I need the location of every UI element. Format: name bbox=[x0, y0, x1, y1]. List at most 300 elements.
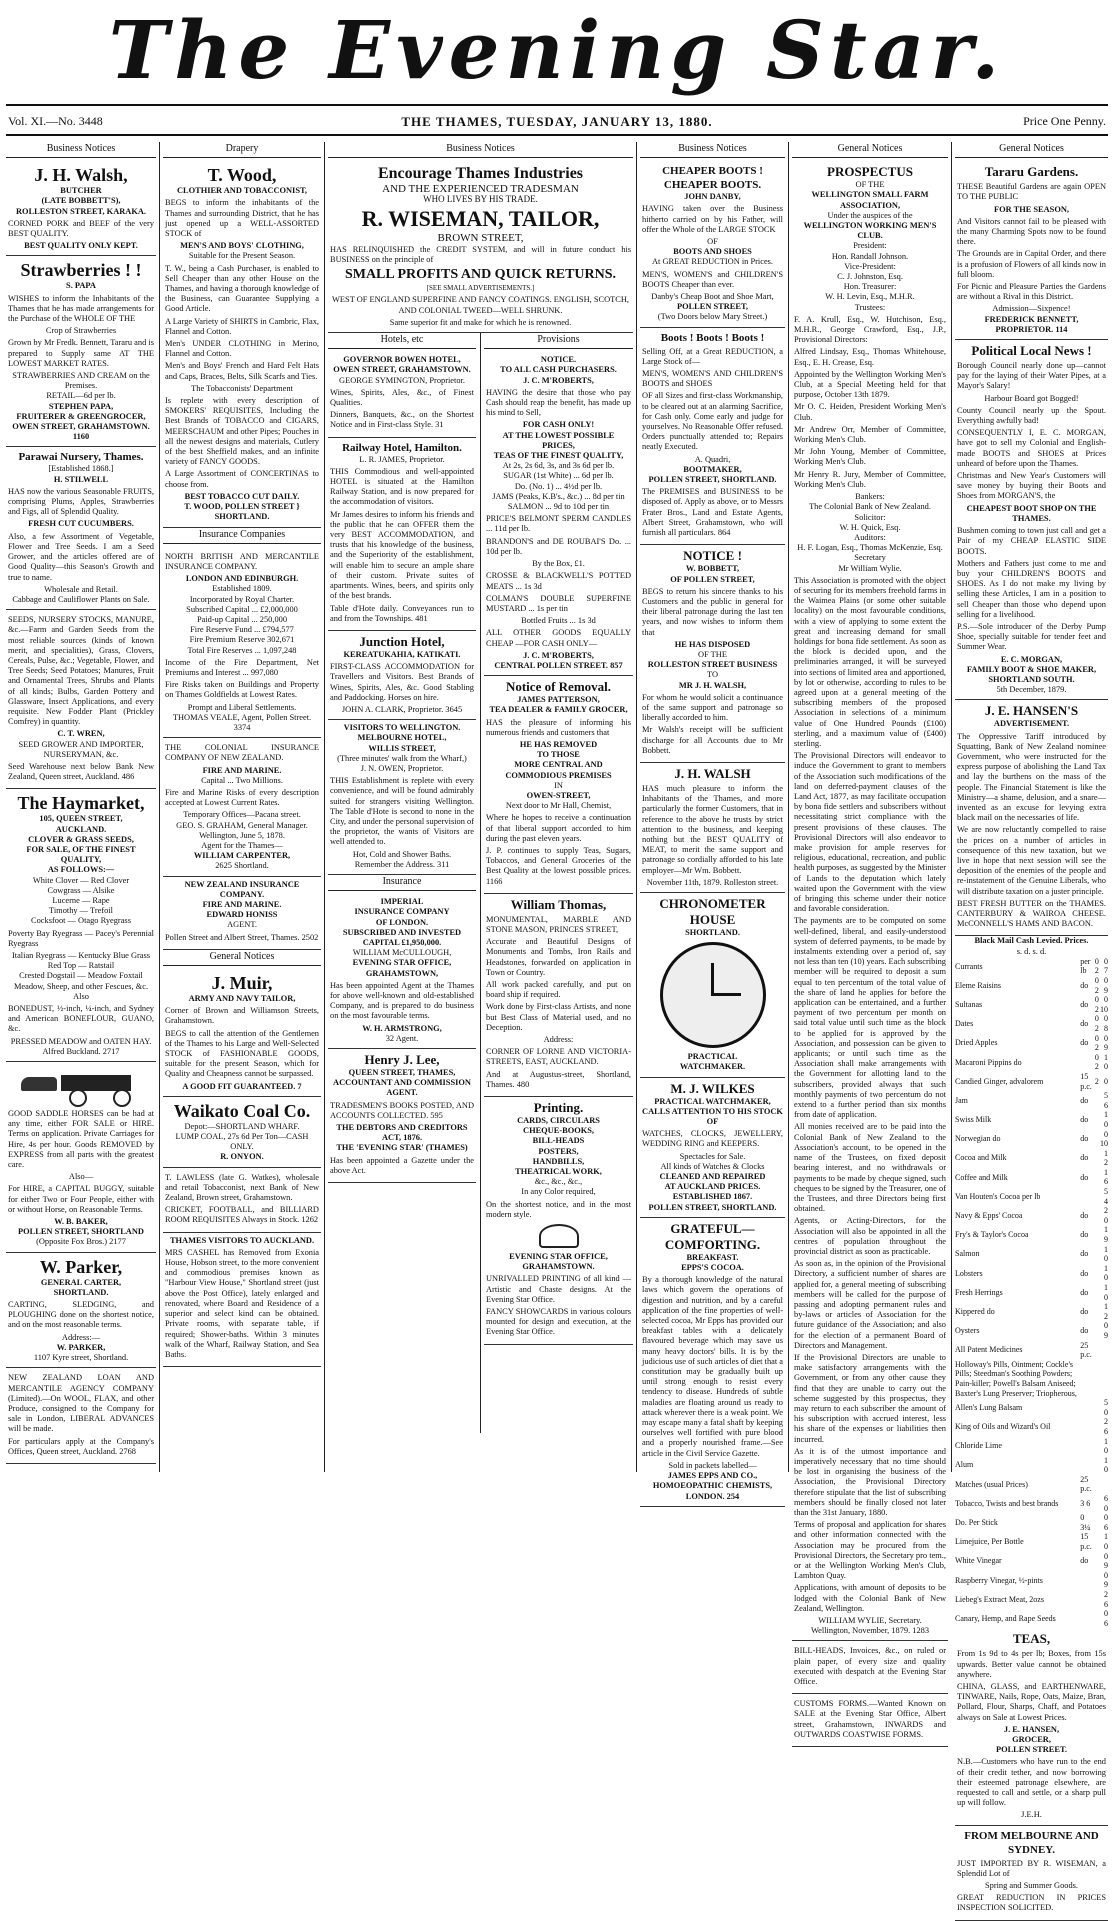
advert-text: MEN'S, WOMEN'S AND CHILDREN'S BOOTS and SHOES bbox=[642, 369, 783, 389]
advert-text: [Established 1868.] bbox=[48, 464, 114, 474]
advert-block bbox=[955, 1628, 1108, 1825]
advert-text: PRACTICAL bbox=[687, 1052, 738, 1062]
advert-text: H. STILWELL bbox=[53, 474, 109, 484]
advert-text: P.S.—Sole introducer of the Derby Pump Shoe, specially suitable for tender feet and Summer Wear. bbox=[957, 621, 1106, 652]
price-cell: 0 9 bbox=[1104, 976, 1108, 995]
price: Price One Penny. bbox=[1023, 114, 1106, 128]
advert-text: T. LAWLESS (late G. Watkes), wholesale and retail Tobacconist, next Bank of New Zealand, Brown street, Grahamstown. bbox=[165, 1172, 319, 1203]
advert-text: BEGS to return his sincere thanks to his Customers and the public in general for their liberal patronage during the last ten years, and now wishes to inform them that bbox=[642, 586, 783, 637]
price-cell: do bbox=[1080, 1095, 1089, 1105]
price-row bbox=[955, 1302, 1108, 1321]
advert-text: Bottled Fruits ... 1s 3d bbox=[521, 616, 596, 626]
advert-text: MRS CASHEL has Removed from Exonia House, Hobson street, to the more convenient and commodious premises known as "Harbour View House," Shortland street (just above the Post Office), lately enlarged and renovated, where Board and Residence of a superior and select kind can be obtained. Private rooms, with separate table, if required; Shower-baths. Within 3 minutes walk of the Wharf, Railway Station, and Sea Baths. bbox=[165, 1247, 319, 1359]
advert-text: OWEN STREET, GRAHAMSTOWN. 1160 bbox=[12, 422, 150, 442]
advert-text: ROLLESTON STREET BUSINESS bbox=[647, 660, 778, 670]
advert-block bbox=[484, 352, 633, 676]
advert-text: THEATRICAL WORK, bbox=[515, 1167, 602, 1177]
advert-text: All monies received are to be paid into the Colonial Bank of New Zealand to the Association's account, to be opened in the name of the Trustees, on fixed deposit bearing interest, and no withdrawals or payments to be made by cheque signed, such cheques to be signed by the Treasurer, one of the Trustees, and three Directors being first obtained. bbox=[794, 1122, 946, 1214]
advert-text: November 11th, 1879. Rolleston street. bbox=[646, 877, 779, 887]
advert-text: W. B. BAKER, bbox=[54, 1217, 108, 1227]
advert-text: Pollen Street and Albert Street, Thames. 2502 bbox=[165, 932, 319, 942]
advert-text: MEN'S AND BOYS' CLOTHING, bbox=[180, 241, 304, 251]
price-cell bbox=[1099, 1341, 1108, 1360]
advert-text: WILLIAM CARPENTER, bbox=[193, 851, 291, 861]
price-cell: Eleme Raisins bbox=[955, 980, 1001, 990]
advert-text: By a thorough knowledge of the natural laws which govern the operations of digestion and nutrition, and by a careful application of the fine properties of well-selected cocoa, Mr Epps has provided our breakfast tables with a delicately flavoured beverage which may save us many heavy doctors' bills. It is by the judicious use of such articles of diet that a constitution may be gradually built up until strong enough to resist every tendency to disease. Hundreds of subtle maladies are floating around us ready to attack wherever there is a weak point. We may escape many a fatal shaft by keeping ourselves well fortified with pure blood and a properly nourished frame.—See article in the Civil Service Gazette. bbox=[642, 1275, 783, 1458]
advert-text: HAS the pleasure of informing his numerous friends and customers that bbox=[486, 717, 631, 737]
advert-block bbox=[328, 1049, 476, 1183]
advert-text: NOTICE. bbox=[540, 355, 577, 365]
advert-title: Boots ! Boots ! Boots ! bbox=[660, 331, 765, 344]
advert-text: HE HAS REMOVED bbox=[519, 739, 598, 749]
advert-text: MORE CENTRAL AND COMMODIOUS PREMISES bbox=[505, 760, 612, 780]
advert-text: SHORTLAND. bbox=[685, 927, 740, 937]
price-cell: Cocoa and Milk bbox=[955, 1153, 1007, 1163]
advert-block bbox=[328, 352, 476, 437]
advert-text: THE DEBTORS AND CREDITORS ACT, 1876. bbox=[336, 1123, 468, 1143]
price-cell bbox=[1080, 1590, 1093, 1609]
advert-title: Political Local News ! bbox=[971, 343, 1092, 359]
advert-text: Also bbox=[73, 991, 89, 1001]
advert-text: At GREAT REDUCTION in Prices. bbox=[651, 257, 774, 267]
advert-text: FIRE AND MARINE. bbox=[202, 765, 282, 775]
advert-block bbox=[163, 877, 321, 950]
advert-text: LUMP COAL, 27s 6d Per Ton—CASH ONLY. bbox=[175, 1132, 309, 1152]
advert-text: As soon as, in the opinion of the Provisional Directory, a sufficient number of shares are applied for, a general meeting of subscribing members will be called for the purpose of passing and adopting permanent rules and by-laws or articles of Association for the future guidance of the Association; and also for the election of a permanent Board of Directors and Management. bbox=[794, 1259, 946, 1350]
price-cell: 1 2 bbox=[1104, 1148, 1108, 1168]
advert-text: (Three minutes' walk from the Wharf,) bbox=[337, 753, 467, 763]
advert-block bbox=[328, 631, 476, 720]
advert-text: A. Quadri, bbox=[694, 454, 731, 464]
price-cell: Candied Ginger, advalorem bbox=[955, 1076, 1044, 1086]
advert-block bbox=[163, 1097, 321, 1168]
price-cell: do bbox=[1080, 1249, 1089, 1259]
column-rule bbox=[636, 142, 637, 1472]
advert-text: A Large Variety of SHIRTS in Cambric, Flax, Flannel and Cotton. bbox=[165, 316, 319, 336]
advert-text: Grown by Mr Fredk. Bennett, Tararu and is prepared to Supply same AT THE LOWEST MARKET RATES. bbox=[8, 338, 154, 368]
advert-text: THAMES VISITORS TO AUCKLAND. bbox=[169, 1235, 315, 1245]
price-cell: 0 2 bbox=[1094, 976, 1099, 995]
advert-text: FOR SALE, OF THE FINEST QUALITY, bbox=[26, 844, 136, 865]
price-row bbox=[955, 1014, 1108, 1033]
column-6 bbox=[955, 142, 1108, 1913]
column-header: Business Notices bbox=[6, 142, 156, 158]
column-rule bbox=[480, 333, 481, 1433]
advert-title: Waikato Coal Co. bbox=[173, 1100, 311, 1121]
advert-text: The Grounds are in Capital Order, and there is a profusion of Flowers of all kinds now in full bloom. bbox=[957, 249, 1106, 279]
advert-text: The payments are to be computed on some well-defined, liberal, and easily-understood system of deferred payments, to be made by instalments extending over a period of, say not less than ten (10) years. Each subscribing member will be required to deposit a sum equal to ten percentum of the total value of the share of land he applies for before the application can be entertained, and a further payment of two percentum per month on said total value until such time as the block to be applied for is approved by the Association, and possession can be given to applicants; or until such time as the Association shall make arrangements with the Government for allotting land to the subscribers, provided always that such monthly payments of two percentum do not extend to a further period than six months from date of application. bbox=[794, 916, 946, 1120]
advert-block bbox=[6, 447, 156, 610]
price-cell: Matches (usual Prices) bbox=[955, 1479, 1028, 1489]
advert-text: Alfred Buckland. 2717 bbox=[42, 1046, 120, 1056]
advert-text: NORTH BRITISH AND MERCANTILE INSURANCE COMPANY. bbox=[165, 551, 319, 571]
advert-text: OWEN-STREET, bbox=[526, 790, 591, 800]
advert-text: THESE Beautiful Gardens are again OPEN TO THE PUBLIC bbox=[957, 182, 1106, 202]
price-cell: 0 3¼ bbox=[1080, 1513, 1091, 1532]
advert-block bbox=[484, 894, 633, 1097]
price-cell: 1 0 bbox=[1104, 1532, 1108, 1552]
advert-text: Mothers and Fathers just come to me and buy your CHILDREN'S BOOTS and SHOES. As I do not make my living by selling these Articles, I am in a position to sell Cheaper than those who depend upon selling for a livelihood. bbox=[957, 558, 1106, 619]
advert-block bbox=[163, 738, 321, 876]
advert-text: Next door to Mr Hall, Chemist, bbox=[505, 801, 612, 811]
price-cell: 1 6 bbox=[1104, 1167, 1108, 1187]
price-cell: 0 6 bbox=[1104, 1609, 1108, 1628]
advert-text: Under the auspices of the bbox=[827, 210, 913, 220]
advert-text: Where he hopes to receive a continuation of that liberal support accorded to him during the past eleven years. bbox=[486, 813, 631, 843]
advert-text: POLLEN STREET. bbox=[995, 1745, 1068, 1755]
advert-block bbox=[640, 763, 785, 893]
advert-text: CLOVER & GRASS SEEDS, bbox=[28, 834, 134, 844]
price-row bbox=[955, 1130, 1108, 1149]
price-cell: 5 4 bbox=[1104, 1187, 1108, 1206]
advert-text: BOOTS AND SHOES bbox=[673, 247, 752, 257]
advert-block bbox=[328, 720, 476, 875]
price-cell: Swiss Milk bbox=[955, 1115, 992, 1125]
advert-text: 32 Agent. bbox=[385, 1033, 419, 1043]
price-cell: 6 0 bbox=[1104, 1494, 1108, 1513]
masthead-title: The Evening Star. bbox=[108, 3, 1006, 97]
advert-text: And Visitors cannot fail to be pleased with the many Charming Spots now to be found there. bbox=[957, 216, 1106, 247]
advert-title: William Thomas, bbox=[510, 896, 607, 912]
advert-text: Wholesale and Retail. bbox=[44, 584, 118, 594]
price-cell: Currants bbox=[955, 961, 983, 971]
advert-text: Established 1809. bbox=[212, 584, 272, 594]
advert-text: Fire Reserve Fund ... £794,577 bbox=[190, 625, 294, 635]
advert-text: Wellington, November, 1879. 1283 bbox=[810, 1626, 930, 1636]
advert-text: Cowgrass — Alsike bbox=[47, 885, 115, 895]
advert-text: Harbour Board got Bogged! bbox=[984, 393, 1079, 403]
advert-text: LONDON AND EDINBURGH. bbox=[185, 574, 299, 584]
column-header: Drapery bbox=[163, 142, 321, 158]
advert-text: IMPERIAL bbox=[380, 897, 424, 907]
advert-text: AS FOLLOWS:— bbox=[47, 865, 115, 875]
advert-text: PRICE'S BELMONT SPERM CANDLES ... 11d per lb. bbox=[486, 514, 631, 534]
advert-text: FREDERICK BENNETT, bbox=[984, 314, 1079, 324]
column-rule bbox=[159, 142, 160, 1472]
advert-text: WATCHES, CLOCKS, JEWELLERY, WEDDING RING and KEEPERS. bbox=[642, 1129, 783, 1149]
price-cell: 0 9 bbox=[1104, 1033, 1108, 1053]
advert-block bbox=[6, 161, 156, 256]
advert-text: NEW ZEALAND INSURANCE COMPANY. bbox=[184, 879, 300, 899]
price-cell: 2 6 bbox=[1104, 1417, 1108, 1436]
volume-number: Vol. XI.—No. 3448 bbox=[8, 114, 103, 128]
price-cell: Tobacco, Twists and best brands bbox=[955, 1498, 1059, 1508]
advert-text: Crop of Strawberries bbox=[45, 326, 117, 336]
price-cell: Fry's & Taylor's Cocoa bbox=[955, 1230, 1029, 1240]
price-row bbox=[955, 1475, 1108, 1494]
price-cell bbox=[1080, 1053, 1093, 1072]
advert-text: JAMES PATTERSON, bbox=[517, 695, 600, 705]
price-cell: 0 10 bbox=[1100, 995, 1108, 1014]
advert-text: SALMON ... 9d to 10d per tin bbox=[507, 502, 610, 512]
advert-text: If the Provisional Directors are unable to make satisfactory arrangements with the Government, or from any other cause they find that they are unable to carry out the scheme suggested by this prospectus, they may return to each subscriber the amount of his subscription with accrued interest, less his share of the expenses or liabilities then incurred. bbox=[794, 1352, 946, 1444]
price-row bbox=[955, 995, 1108, 1014]
advert-text: On the shortest notice, and in the most modern style. bbox=[486, 1199, 631, 1219]
advert-text: POLLEN STREET, SHORTLAND. bbox=[648, 475, 777, 485]
advert-text: Agents, or Acting-Directors, for the Association will also be appointed in all the centres of population throughout the provincial district as soon as practicable. bbox=[794, 1216, 946, 1256]
advert-title: Henry J. Lee, bbox=[364, 1052, 440, 1068]
price-cell: Limejuice, Per Bottle bbox=[955, 1537, 1024, 1547]
advert-text: BEST FRESH BUTTER on the THAMES. CANTERBURY & WAIROA CHEESE. McCONNELL'S HAMS AND BACON. bbox=[957, 898, 1106, 929]
advert-text: THOMAS VEALE, Agent, Pollen Street. 3374 bbox=[172, 712, 312, 732]
coach-illustration bbox=[21, 1069, 141, 1105]
price-row bbox=[955, 1110, 1108, 1129]
advert-text: Address: bbox=[543, 1035, 574, 1045]
advert-text: Bushmen coming to town just call and get a Pair of my CHEAP ELASTIC SIDE BOOTS. bbox=[957, 526, 1106, 556]
advert-text: FOR CASH ONLY! bbox=[522, 420, 595, 430]
advert-text: Corner of Brown and Williamson Streets, Grahamstown. bbox=[165, 1006, 319, 1026]
price-cell: 1 0 bbox=[1104, 1455, 1108, 1475]
advert-text: MONUMENTAL, MARBLE AND STONE MASON, PRINCES STREET, bbox=[486, 914, 631, 934]
price-cell bbox=[1099, 1475, 1108, 1494]
price-table-units: s. d. s. d. bbox=[1016, 946, 1047, 956]
advert-text: BRANDON'S and DE ROUBAI'S Do. ... 10d per lb. bbox=[486, 536, 631, 556]
advert-text: EDWARD HONISS bbox=[206, 910, 278, 920]
price-cell: Kippered do bbox=[955, 1306, 995, 1316]
price-cell: do bbox=[1080, 1153, 1089, 1163]
advert-text: FRESH CUT CUCUMBERS. bbox=[28, 519, 134, 529]
advert-text: BILL-HEADS, Invoices, &c., on ruled or plain paper, of every size and quality executed with despatch at the Evening Star Office. bbox=[794, 1646, 946, 1687]
advert-text: Italian Ryegrass — Kentucky Blue Grass bbox=[11, 951, 151, 960]
advert-text: OWEN STREET, GRAHAMSTOWN. bbox=[333, 365, 471, 375]
advert-block bbox=[640, 161, 785, 327]
price-cell bbox=[1080, 1437, 1093, 1456]
advert-text: CENTRAL POLLEN STREET. 857 bbox=[494, 660, 623, 670]
advert-text: HE HAS DISPOSED bbox=[674, 639, 751, 649]
advert-text: GOOD SADDLE HORSES can be had at any time, either FOR SALE or HIRE. Terms on application. Private Carriages for Hire, 4s per hour. Goods REMOVED by EXPRESS from all parts with the greatest care. bbox=[8, 1109, 154, 1170]
advert-text: BOOTMAKER, bbox=[683, 464, 742, 474]
advert-text: By the Box, £1. bbox=[532, 559, 585, 569]
advert-text: Table d'Hote daily. Conveyances run to and from the Townships. 481 bbox=[330, 603, 474, 623]
price-cell: Salmon bbox=[955, 1249, 980, 1259]
price-row bbox=[955, 1513, 1108, 1532]
advert-text: W. H. Levin, Esq., M.H.R. bbox=[825, 292, 915, 302]
advert-text: Hon. Randall Johnson. bbox=[831, 251, 909, 261]
price-cell: 0 bbox=[1104, 1076, 1108, 1086]
price-cell: Alum bbox=[955, 1460, 974, 1470]
advert-text: Hon. Treasurer: bbox=[843, 282, 897, 292]
advert-text: TRADESMEN'S BOOKS POSTED, AND ACCOUNTS COLLECTED. 595 bbox=[330, 1100, 474, 1120]
advert-text: CRICKET, FOOTBALL, and BILLIARD ROOM REQUISITES Always in Stock. 1262 bbox=[165, 1205, 319, 1225]
price-cell: Norwegian do bbox=[955, 1134, 1001, 1144]
price-cell: do bbox=[1080, 1556, 1089, 1566]
advert-title: Strawberries ! ! bbox=[20, 260, 142, 281]
price-cell: 0 8 bbox=[1104, 1014, 1108, 1033]
advert-title: CHEAPER BOOTS ! CHEAPER BOOTS. bbox=[662, 165, 763, 192]
advert-text: HANDBILLS, bbox=[532, 1156, 585, 1166]
advert-text: EPPS'S COCOA. bbox=[681, 1263, 744, 1273]
advert-text: And at Augustus-street, Shortland, Thames. 480 bbox=[486, 1069, 631, 1089]
advert-title: J. H. WALSH bbox=[674, 765, 751, 781]
advert-text: CARTING, SLEDGING, and PLOUGHING done on the shortest notice, and on the most reasonable terms. bbox=[8, 1300, 154, 1330]
advert-text: WILLIS STREET, bbox=[368, 743, 436, 753]
advert-text: Timothy — Trefoil bbox=[49, 906, 113, 916]
price-cell: do bbox=[1080, 1038, 1089, 1048]
dateline bbox=[6, 114, 1108, 132]
advert-text: For Picnic and Pleasure Parties the Gardens are without a Rival in this District. bbox=[957, 282, 1106, 302]
column-header: Insurance bbox=[328, 875, 476, 891]
advert-text: A GOOD FIT GUARANTEED. 7 bbox=[182, 1081, 302, 1091]
advert-text: 2625 Shortland. bbox=[215, 861, 269, 871]
column-3b bbox=[484, 333, 633, 1433]
advert-text: GOVERNOR BOWEN HOTEL, bbox=[343, 355, 461, 365]
advert-text: R. ONYON. bbox=[220, 1152, 264, 1162]
advert-text: At 2s, 2s 6d, 3s, and 3s 6d per lb. bbox=[502, 461, 615, 471]
advert-text: FRUITERER & GREENGROCER, bbox=[16, 411, 146, 421]
advert-block bbox=[6, 610, 156, 789]
advert-title: CHRONOMETER HOUSE bbox=[659, 895, 766, 927]
advert-text: Appointed by the Wellington Working Men's Club, at a Special Meeting held for that purpose, October 13th 1879. bbox=[794, 369, 946, 400]
advert-text: W. H. ARMSTRONG, bbox=[362, 1023, 442, 1033]
advert-text: MR J. H. WALSH, bbox=[678, 680, 747, 690]
advert-text: HAS now the various Seasonable FRUITS, comprising Plums, Apples, Strawberries and Figs, all of Splendid Quality. bbox=[8, 486, 154, 517]
advert-text: THE 'EVENING STAR' (THAMES) bbox=[336, 1143, 468, 1153]
price-cell: Fresh Herrings bbox=[955, 1287, 1003, 1297]
price-cell: 5 6 bbox=[1104, 1091, 1108, 1110]
advert-text: TO ALL CASH PURCHASERS. bbox=[500, 365, 617, 375]
advert-block bbox=[955, 1826, 1108, 1921]
advert-text: THIS Establishment is replete with every convenience, and will be found admirably suited for strangers visiting Wellington. The Table d'Hote is second to none in the City, and under the personal supervision of the proprietor, the wants of Visitors are well attended to. bbox=[330, 776, 474, 847]
price-cell: 1 0 bbox=[1104, 1052, 1108, 1072]
advert-block bbox=[6, 789, 156, 1062]
column-4 bbox=[640, 142, 785, 1501]
advert-text: ARMY AND NAVY TAILOR, bbox=[188, 994, 296, 1004]
advert-text: Remember the Address. 311 bbox=[354, 859, 450, 869]
price-cell: Jam bbox=[955, 1095, 968, 1105]
price-cell: 1 0 bbox=[1104, 1244, 1108, 1264]
advert-text: Temporary Offices—Pacana street. bbox=[183, 810, 301, 820]
price-cell: White Vinegar bbox=[955, 1556, 1002, 1566]
advert-text: PROPRIETOR. 114 bbox=[995, 324, 1068, 334]
advert-text: GRAHAMSTOWN, bbox=[365, 968, 439, 978]
advert-text: BEGS to call the attention of the Gentlemen of the Thames to his Large and Well-Selected STOCK of FASHIONABLE GOODS, suitable for the present Season, which for Quality and Cheapness cannot be surpassed. bbox=[165, 1028, 319, 1079]
price-cell: 0 9 bbox=[1104, 1551, 1108, 1571]
column-5 bbox=[792, 142, 948, 1739]
advert-line: WEST OF ENGLAND SUPERFINE AND FANCY COATINGS. ENGLISH, SCOTCH, AND COLONIAL TWEED—WELL SHRUNK. bbox=[332, 295, 629, 315]
price-row bbox=[955, 1571, 1108, 1590]
price-cell: 25 p.c. bbox=[1080, 1340, 1092, 1360]
price-cell bbox=[1080, 1398, 1093, 1417]
price-row bbox=[955, 1321, 1108, 1340]
column-3-split bbox=[328, 333, 633, 1433]
price-cell bbox=[1080, 1417, 1093, 1436]
advert-line: [SEE SMALL ADVERTISEMENTS.] bbox=[426, 284, 535, 293]
price-row bbox=[955, 1398, 1108, 1417]
advert-text: SHORTLAND SOUTH. bbox=[988, 674, 1075, 684]
advert-text: ESTABLISHED 1867. bbox=[672, 1192, 753, 1202]
column-header: Business Notices bbox=[328, 142, 633, 158]
advert-title: J. H. Walsh, bbox=[34, 165, 128, 186]
advert-block bbox=[640, 328, 785, 546]
price-cell: 1 2 bbox=[1104, 1302, 1108, 1321]
advert-text: Fire and Marine Risks of every description accepted at Lowest Current Rates. bbox=[165, 787, 319, 808]
advert-text: E. C. MORGAN, bbox=[1000, 654, 1063, 664]
advert-text: CAPITAL £1,950,000. bbox=[362, 937, 442, 947]
advert-slogan: SMALL PROFITS AND QUICK RETURNS. bbox=[344, 267, 617, 283]
advert-text: STEPHEN PAPA, bbox=[48, 401, 114, 411]
advert-text: UNRIVALLED PRINTING of all kind —Artistic and Chaste designs. At the Evening Star Office. bbox=[486, 1274, 631, 1304]
advert-text: A Large Assortment of CONCERTINAS to choose from. bbox=[165, 469, 319, 489]
price-cell: Navy & Epps' Cocoa bbox=[955, 1211, 1023, 1221]
advert-name: R. WISEMAN, TAILOR, bbox=[361, 205, 600, 231]
price-row bbox=[955, 1264, 1108, 1283]
advert-title: J. Muir, bbox=[211, 973, 273, 994]
advert-block bbox=[163, 1233, 321, 1367]
advert-text: W. PARKER, bbox=[56, 1342, 106, 1352]
price-cell: 15 p.c. bbox=[1080, 1071, 1092, 1091]
advert-text: Wellington, June 5, 1878. bbox=[199, 830, 285, 840]
advert-text: Spring and Summer Goods. bbox=[984, 1881, 1079, 1891]
price-row bbox=[955, 1053, 1108, 1072]
advert-text: STRAWBERRIES AND CREAM on the Premises. bbox=[12, 371, 150, 391]
advert-text: GENERAL CARTER, bbox=[40, 1277, 122, 1287]
advert-text: FANCY SHOWCARDS in various colours mounted for design and execution, at the Evening Star Office. bbox=[486, 1307, 631, 1337]
advert-text: Accurate and Beautiful Designs of Monuments and Tombs, Iron Rails and Headstones, forwarded on application in Town or Country. bbox=[486, 937, 631, 977]
advert-title: Printing. bbox=[533, 1100, 584, 1116]
advert-text: ALL OTHER GOODS EQUALLY CHEAP —FOR CASH ONLY— bbox=[486, 628, 631, 648]
column-rule bbox=[788, 142, 789, 1472]
advert-text: BREAKFAST. bbox=[686, 1252, 739, 1262]
advert-title: Tararu Gardens. bbox=[984, 164, 1079, 180]
advert-text: FOR THE SEASON, bbox=[993, 204, 1069, 214]
advert-text: This Association is promoted with the object of securing for its members freehold farms in the Waimea Plains (or some other suitable locality) on the most favourable conditions, with a view of applying to some extent the great and increasing demand for small holdings for bona fide settlement. As soon as the block is decided upon, and the preliminaries arranged, it will be surveyed into sections of limited area and apportioned, by lot or otherwise, according to rules to be agreed upon at a general meeting of the subscribing members of the proposed Association in selections of a minimum value of One Hundred Pounds (£100) sterling, and a maximum value of (£400) sterling. bbox=[794, 575, 946, 748]
advert-block bbox=[163, 969, 321, 1097]
advert-text: INSURANCE COMPANY bbox=[354, 907, 450, 917]
advert-text: Borough Council nearly done up—cannot pay for the laying of their Water Pipes, at a Mayor's Salary! bbox=[957, 361, 1106, 391]
advert-text: HAS much pleasure to inform the Inhabitants of the Thames, and more particularly the former Customers, that in reference to the above he trusts by strict attention to the business, and keeping nothing but the BEST QUALITY of MEAT, to merit the same support and patronage so cordially afforded to his late employer—Mr Wm. Bobbett. bbox=[642, 783, 783, 875]
advert-text: 1107 Kyre street, Shortland. bbox=[33, 1353, 129, 1363]
advert-text: J.E.H. bbox=[1021, 1810, 1042, 1820]
advert-text: Bankers: bbox=[855, 492, 885, 502]
advert-text: TO THOSE bbox=[537, 750, 580, 760]
price-cell: Sultanas bbox=[955, 999, 983, 1009]
price-cell: do bbox=[1080, 1326, 1089, 1336]
advert-text: VISITORS TO WELLINGTON. bbox=[343, 723, 461, 733]
advert-text: CARDS, CIRCULARS bbox=[517, 1116, 600, 1126]
advert-text: (Opposite Fox Bros.) 2177 bbox=[36, 1237, 126, 1247]
advert-block bbox=[6, 256, 156, 447]
price-cell: do bbox=[1080, 1268, 1089, 1278]
advert-text: PRESSED MEADOW and OATEN HAY. bbox=[10, 1036, 152, 1046]
price-cell: Coffee and Milk bbox=[955, 1172, 1008, 1182]
advert-text: WELLINGTON WORKING MEN'S CLUB. bbox=[803, 221, 937, 241]
advert-text: TEA DEALER & FAMILY GROCER, bbox=[489, 705, 628, 715]
advert-text: Spectacles for Sale. bbox=[679, 1151, 746, 1161]
price-row bbox=[955, 1456, 1108, 1475]
advert-text: Address:— bbox=[61, 1332, 101, 1342]
advert-text: SUBSCRIBED AND INVESTED bbox=[342, 927, 462, 937]
column-rule bbox=[324, 142, 325, 1472]
advert-text: F. A. Krull, Esq., W. Hutchison, Esq., M.H.R., George Crawford, Esq., J.P., Provisional Directors: bbox=[794, 314, 946, 345]
price-cell bbox=[1080, 1187, 1093, 1206]
column-2 bbox=[163, 142, 321, 1472]
advert-line: WHO LIVES BY HIS TRADE. bbox=[423, 194, 538, 205]
advert-text: Christmas and New Year's Customers will save money by buying their Boots and Shoes from MORGAN'S, the bbox=[957, 471, 1106, 501]
advert-text: EVENING STAR OFFICE, bbox=[509, 1252, 608, 1262]
advert-title: GRATEFUL—COMFORTING. bbox=[664, 1220, 761, 1252]
advert-text: Alfred Lindsay, Esq., Thomas Whitehouse, Esq., E. H. Crease, Esq. bbox=[794, 347, 946, 367]
advert-text: Dinners, Banquets, &c., on the Shortest Notice and in First-class Style. 31 bbox=[330, 410, 474, 430]
advert-text: BONEDUST, ½-inch, ¼-inch, and Sydney and American BONEFLOUR, GUANO, &c. bbox=[8, 1004, 154, 1034]
advert-text: The Colonial Bank of New Zealand. bbox=[809, 502, 931, 512]
price-cell: do bbox=[1080, 980, 1089, 990]
advert-text: Mr James desires to inform his friends and the public that he can OFFER them the very BEST ACCOMMODATION, and trusts that his knowledge of the business, and the Superiority of the establishment, will enable him to secure an ample share of their custom. Private suites of apartments. Wines, beers, and spirits only of the best brands. bbox=[330, 509, 474, 601]
advert-text: CLOTHIER AND TOBACCONIST, bbox=[176, 186, 308, 196]
price-row bbox=[955, 1437, 1108, 1456]
advert-text: POLLEN STREET, bbox=[676, 302, 749, 312]
advert-text: Has been appointed Agent at the Thames for above well-known and old-established Company, and is prepared to do business on the most favourable terms. bbox=[330, 980, 474, 1021]
advert-text: GROCER, bbox=[1012, 1735, 1051, 1744]
